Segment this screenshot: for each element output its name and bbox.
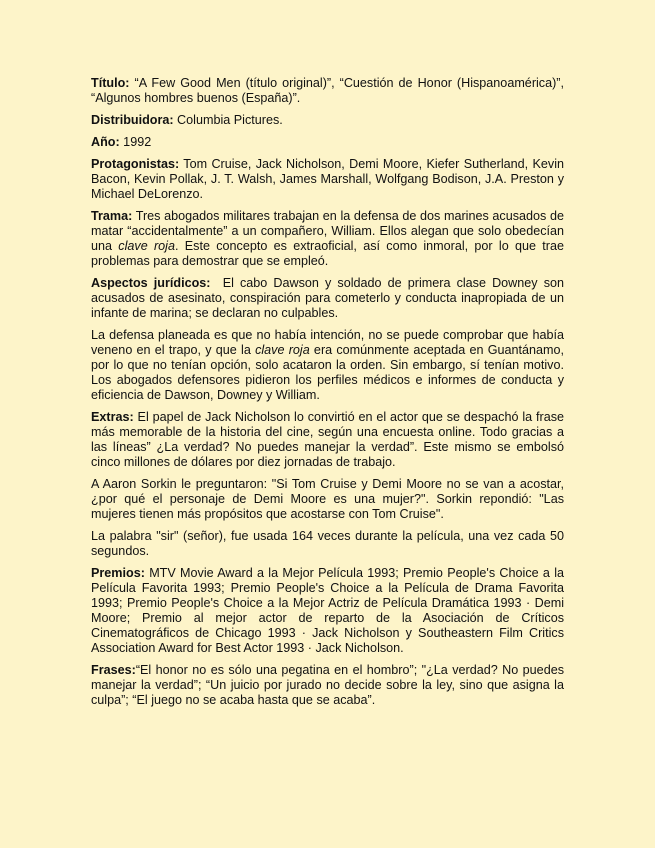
defensa-text-1: La defensa planeada es que no había intención, no se puede comprobar que había veneno en el trapo, y que la — [91, 328, 564, 357]
titulo-paragraph — [91, 76, 564, 106]
sir-paragraph: La palabra "sir" (señor), fue usada 164 veces durante la película, una vez cada 50 segundos. — [91, 529, 564, 558]
trama-label: Trama: — [91, 209, 133, 223]
distribuidora-text: Columbia Pictures. — [173, 113, 283, 127]
aspectos-label: Aspectos jurídicos: — [91, 276, 211, 290]
defensa-emphasis: clave roja — [255, 343, 310, 357]
extras-label: Extras: — [91, 410, 134, 424]
protagonistas-paragraph — [91, 157, 564, 202]
titulo-text: “A Few Good Men (título original)”, “Cuestión de Honor (Hispanoamérica)”, “Algunos hombres buenos (España)”. — [91, 76, 564, 105]
aspectos-text: El cabo Dawson y soldado de primera clase Downey son acusados de asesinato, conspiración para cometerlo y conducta inapropiada de un infante de marina; se declaran no culpables. — [91, 276, 568, 320]
document-page — [91, 76, 568, 715]
anio-paragraph — [91, 135, 564, 150]
anio-label: Año: — [91, 135, 120, 149]
titulo-label: Título: — [91, 76, 130, 90]
premios-label: Premios: — [91, 566, 145, 580]
distribuidora-paragraph — [91, 113, 564, 128]
trama-text-2: . Este concepto es extraoficial, así como inmoral, por lo que trae problemas para demostrar que se empleó. — [91, 239, 564, 268]
defensa-paragraph — [91, 328, 564, 403]
trama-paragraph — [91, 209, 564, 269]
sorkin-paragraph: A Aaron Sorkin le preguntaron: "Si Tom Cruise y Demi Moore no se van a acostar, ¿por qué el personaje de Demi Moore es una mujer?". Sorkin repondió: "Las mujeres tienen más propósitos que acostarse con Tom Cruise". — [91, 477, 564, 521]
trama-emphasis: clave roja — [118, 239, 175, 253]
premios-paragraph — [91, 566, 564, 656]
protagonistas-label: Protagonistas: — [91, 157, 180, 171]
premios-text: MTV Movie Award a la Mejor Película 1993; Premio People's Choice a la Película Favorita 1993; Premio People's Choice a la Película de Drama Favorita 1993; Premio People's Choice a la Mejor Actriz de Película Dramática 1993 · Demi Moore; Premio al mejor actor de reparto de la Asociación de Críticos Cinematográficos de Chicago 1993 · Jack Nicholson y Southeastern Film Critics Association Award for Best Actor 1993 · Jack Nicholson. — [91, 566, 564, 655]
frases-label: Frases: — [91, 663, 136, 677]
frases-text: “El honor no es sólo una pegatina en el hombro”; "¿La verdad? No puedes manejar la verdad”; “Un juicio por jurado no decide sobre la ley, sino que asigna la culpa”; “El juego no se acaba hasta que se acaba”. — [91, 663, 564, 707]
trama-text-1: Tres abogados militares trabajan en la defensa de dos marines acusados de matar “accidentalmente” a un compañero, William. Ellos alegan que solo obedecían una — [91, 209, 564, 253]
frases-paragraph — [91, 663, 564, 708]
protagonistas-text: Tom Cruise, Jack Nicholson, Demi Moore, Kiefer Sutherland, Kevin Bacon, Kevin Pollak, J. T. Walsh, James Marshall, Wolfgang Bodison, J.A. Preston y Michael DeLorenzo. — [91, 157, 564, 201]
anio-text: 1992 — [119, 135, 152, 149]
extras-paragraph — [91, 410, 564, 470]
distribuidora-label: Distribuidora: — [91, 113, 174, 127]
defensa-text-2: era comúnmente aceptada en Guantánamo, por lo que no tenían opción, solo acataron la orden. Sin embargo, sí tenían motivo. Los abogados defensores pidieron los perfiles médicos e informes de conducta y eficiencia de Dawson, Downey y William. — [91, 343, 565, 402]
aspectos-paragraph — [91, 276, 568, 321]
extras-text: El papel de Jack Nicholson lo convirtió en el actor que se despachó la frase más memorable de la historia del cine, según una encuesta online. Todo gracias a las líneas” ¿La verdad? No puedes manejar la verdad”. Este mismo se embolsó cinco millones de dólares por diez jornadas de trabajo. — [91, 410, 564, 469]
